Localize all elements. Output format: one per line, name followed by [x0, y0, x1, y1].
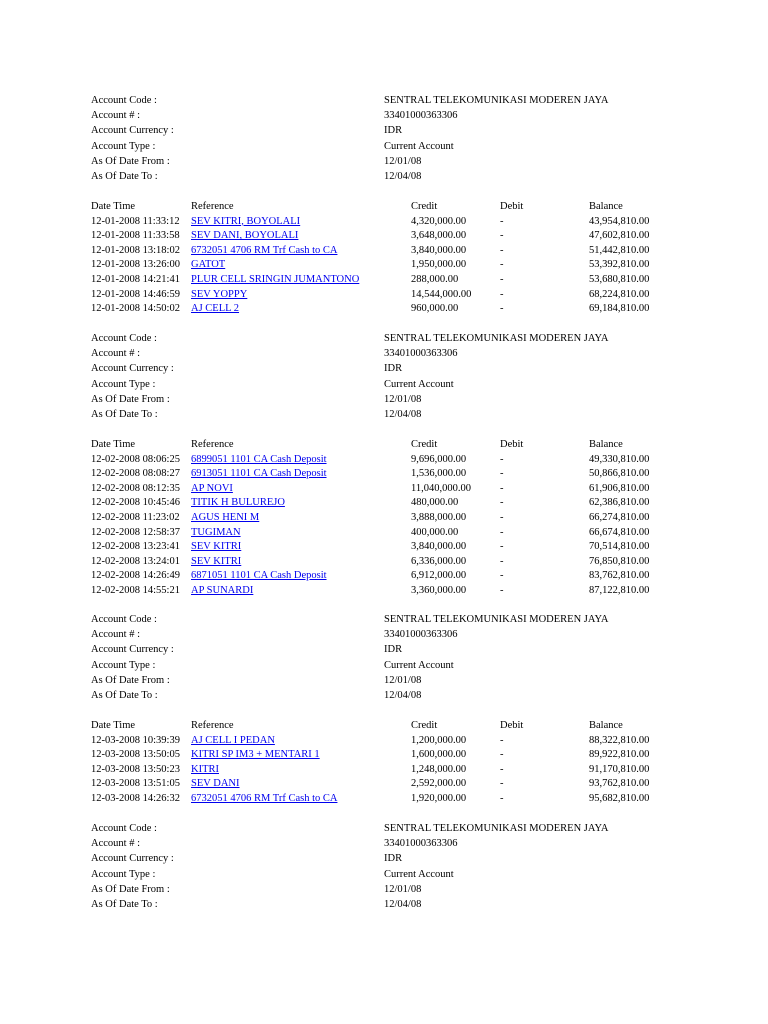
- transaction-balance: 83,762,810.00: [589, 570, 650, 582]
- transaction-reference-link[interactable]: KITRI: [191, 763, 219, 775]
- transaction-balance: 47,602,810.00: [589, 230, 650, 242]
- account-info-value: 33401000363306: [384, 348, 458, 360]
- account-info-row: [0, 851, 768, 866]
- account-info-value: Current Account: [384, 378, 454, 390]
- account-info-row: [0, 836, 768, 851]
- transaction-debit: -: [500, 482, 504, 494]
- transaction-reference-link[interactable]: 6732051 4706 RM Trf Cash to CA: [191, 793, 338, 804]
- transaction-credit: 400,000.00: [411, 526, 459, 538]
- transaction-balance: 50,866,810.00: [589, 468, 650, 480]
- transaction-debit: -: [500, 749, 504, 761]
- column-header-debit: Debit: [500, 439, 524, 450]
- column-header-balance: Balance: [589, 720, 623, 731]
- account-info-value: IDR: [384, 853, 403, 865]
- transaction-balance: 51,442,810.00: [589, 244, 650, 256]
- transaction-balance: 68,224,810.00: [589, 288, 650, 300]
- transaction-date: 12-03-2008 13:51:05: [91, 778, 180, 790]
- transaction-reference-link[interactable]: SEV YOPPY: [191, 288, 248, 300]
- transaction-balance: 76,850,810.00: [589, 555, 650, 567]
- transaction-credit: 960,000.00: [411, 303, 459, 315]
- transaction-date: 12-02-2008 10:45:46: [91, 497, 180, 509]
- account-info-row: [0, 331, 768, 346]
- transaction-debit: -: [500, 734, 504, 746]
- account-info-label: Account # :: [91, 838, 140, 850]
- transaction-balance: 66,674,810.00: [589, 526, 650, 538]
- account-info-row: [0, 897, 768, 912]
- transaction-row: [0, 466, 768, 481]
- transactions-header-row: [0, 718, 768, 733]
- column-header-credit: Credit: [411, 201, 438, 212]
- transaction-balance: 87,122,810.00: [589, 585, 650, 596]
- column-header-reference: Reference: [191, 439, 234, 450]
- account-info-label: As Of Date From :: [91, 155, 170, 167]
- transaction-credit: 3,840,000.00: [411, 244, 467, 256]
- account-info-row: [0, 612, 768, 627]
- account-info-value: SENTRAL TELEKOMUNIKASI MODEREN JAYA: [384, 95, 609, 106]
- transaction-reference-link[interactable]: SEV DANI, BOYOLALI: [191, 230, 299, 242]
- account-info-label: Account Code :: [91, 333, 157, 344]
- account-info-value: 33401000363306: [384, 838, 458, 850]
- transaction-date: 12-01-2008 14:46:59: [91, 288, 180, 300]
- transaction-debit: -: [500, 778, 504, 790]
- column-header-debit: Debit: [500, 201, 524, 212]
- transaction-row: [0, 287, 768, 302]
- account-info-label: Account Type :: [91, 868, 156, 880]
- transaction-credit: 1,950,000.00: [411, 259, 467, 271]
- column-header-reference: Reference: [191, 201, 234, 212]
- transaction-balance: 93,762,810.00: [589, 778, 650, 790]
- transaction-date: 12-01-2008 14:21:41: [91, 274, 180, 285]
- transaction-debit: -: [500, 303, 504, 315]
- account-info-label: Account Code :: [91, 823, 157, 834]
- account-info-label: As Of Date From :: [91, 674, 170, 686]
- transaction-row: [0, 568, 768, 583]
- account-info-value: 33401000363306: [384, 110, 458, 122]
- transaction-debit: -: [500, 555, 504, 567]
- transaction-debit: -: [500, 468, 504, 480]
- account-info-row: [0, 658, 768, 673]
- transaction-reference-link[interactable]: 6899051 1101 CA Cash Deposit: [191, 453, 327, 465]
- account-info-label: Account Currency :: [91, 363, 174, 375]
- transaction-row: [0, 495, 768, 510]
- transaction-credit: 288,000.00: [411, 274, 459, 285]
- transaction-debit: -: [500, 526, 504, 538]
- column-header-debit: Debit: [500, 720, 524, 731]
- column-header-credit: Credit: [411, 720, 438, 731]
- account-info-label: Account Type :: [91, 140, 156, 152]
- transaction-date: 12-01-2008 13:26:00: [91, 259, 180, 271]
- transaction-balance: 70,514,810.00: [589, 541, 650, 553]
- account-info-label: Account Currency :: [91, 125, 174, 137]
- transaction-balance: 66,274,810.00: [589, 512, 650, 523]
- transaction-credit: 9,696,000.00: [411, 453, 467, 465]
- transaction-balance: 49,330,810.00: [589, 453, 650, 465]
- account-info-row: [0, 867, 768, 882]
- account-info-value: 12/01/08: [384, 674, 422, 686]
- transaction-row: [0, 510, 768, 525]
- account-info-row: [0, 392, 768, 407]
- transaction-date: 12-02-2008 13:23:41: [91, 541, 180, 553]
- account-info-label: As Of Date To :: [91, 899, 158, 910]
- transaction-reference-link[interactable]: SEV KITRI, BOYOLALI: [191, 215, 301, 227]
- transaction-row: [0, 539, 768, 554]
- transaction-debit: -: [500, 512, 504, 523]
- account-info-label: As Of Date From :: [91, 393, 170, 405]
- transaction-credit: 4,320,000.00: [411, 215, 467, 227]
- account-info-row: [0, 882, 768, 897]
- transaction-date: 12-02-2008 12:58:37: [91, 526, 180, 538]
- account-info-value: 12/04/08: [384, 690, 422, 701]
- account-info-row: [0, 108, 768, 123]
- transaction-credit: 14,544,000.00: [411, 288, 472, 300]
- transaction-credit: 3,840,000.00: [411, 541, 467, 553]
- transaction-reference-link[interactable]: SEV KITRI: [191, 541, 242, 553]
- transaction-credit: 1,200,000.00: [411, 734, 467, 746]
- account-info-value: 12/04/08: [384, 409, 422, 420]
- account-info-label: Account # :: [91, 629, 140, 641]
- transaction-date: 12-01-2008 11:33:58: [91, 230, 180, 242]
- transaction-reference-link[interactable]: SEV KITRI: [191, 555, 242, 567]
- account-info-label: As Of Date From :: [91, 883, 170, 895]
- transaction-date: 12-02-2008 14:26:49: [91, 570, 180, 582]
- account-info-row: [0, 123, 768, 138]
- transaction-row: [0, 228, 768, 243]
- account-info-value: Current Account: [384, 868, 454, 880]
- account-info-label: Account Code :: [91, 614, 157, 625]
- transaction-balance: 43,954,810.00: [589, 215, 650, 227]
- transaction-balance: 88,322,810.00: [589, 734, 650, 746]
- transaction-debit: -: [500, 570, 504, 582]
- account-info-label: As Of Date To :: [91, 690, 158, 701]
- account-info-label: Account # :: [91, 110, 140, 122]
- account-info-label: Account Currency :: [91, 853, 174, 865]
- account-info-row: [0, 627, 768, 642]
- transaction-debit: -: [500, 453, 504, 465]
- transaction-balance: 91,170,810.00: [589, 763, 650, 775]
- account-info-label: As Of Date To :: [91, 171, 158, 182]
- transaction-date: 12-03-2008 10:39:39: [91, 734, 180, 746]
- transaction-row: [0, 583, 768, 598]
- transaction-row: [0, 791, 768, 806]
- transaction-row: [0, 257, 768, 272]
- transaction-credit: 11,040,000.00: [411, 482, 471, 494]
- transaction-date: 12-01-2008 11:33:12: [91, 215, 180, 227]
- account-info-value: Current Account: [384, 140, 454, 152]
- transactions-header-row: [0, 437, 768, 452]
- account-info-value: SENTRAL TELEKOMUNIKASI MODEREN JAYA: [384, 614, 609, 625]
- transaction-reference-link[interactable]: TITIK H BULUREJO: [191, 497, 285, 509]
- account-info-value: 12/01/08: [384, 393, 422, 405]
- transaction-credit: 480,000.00: [411, 497, 459, 509]
- transaction-debit: -: [500, 288, 504, 300]
- transaction-balance: 53,392,810.00: [589, 259, 650, 271]
- account-info-value: 12/01/08: [384, 155, 422, 167]
- transaction-row: [0, 776, 768, 791]
- account-info-row: [0, 407, 768, 422]
- transaction-debit: -: [500, 793, 504, 804]
- transaction-debit: -: [500, 274, 504, 285]
- column-header-date-time: Date Time: [91, 201, 136, 212]
- transaction-row: [0, 301, 768, 316]
- transaction-balance: 53,680,810.00: [589, 274, 650, 285]
- account-info-value: 12/01/08: [384, 883, 422, 895]
- transaction-reference-link[interactable]: TUGIMAN: [191, 526, 241, 538]
- transaction-balance: 69,184,810.00: [589, 303, 650, 315]
- account-info-value: 12/04/08: [384, 899, 422, 910]
- account-info-label: As Of Date To :: [91, 409, 158, 420]
- transaction-credit: 3,648,000.00: [411, 230, 467, 242]
- transaction-debit: -: [500, 215, 504, 227]
- transaction-date: 12-02-2008 14:55:21: [91, 585, 180, 596]
- transaction-date: 12-02-2008 08:08:27: [91, 468, 180, 480]
- transaction-credit: 1,536,000.00: [411, 468, 467, 480]
- column-header-reference: Reference: [191, 720, 234, 731]
- transaction-debit: -: [500, 763, 504, 775]
- account-info-row: [0, 688, 768, 703]
- transaction-balance: 62,386,810.00: [589, 497, 650, 509]
- account-info-label: Account Currency :: [91, 644, 174, 656]
- account-info-row: [0, 139, 768, 154]
- transaction-reference-link[interactable]: AGUS HENI M: [191, 512, 260, 523]
- transaction-reference-link[interactable]: KITRI SP IM3 + MENTARI 1: [191, 749, 320, 761]
- account-info-value: 33401000363306: [384, 629, 458, 641]
- account-info-row: [0, 673, 768, 688]
- transaction-date: 12-03-2008 13:50:23: [91, 763, 180, 775]
- account-info-row: [0, 821, 768, 836]
- column-header-credit: Credit: [411, 439, 438, 450]
- transaction-date: 12-02-2008 08:12:35: [91, 482, 180, 494]
- transaction-reference-link[interactable]: AP NOVI: [191, 482, 233, 494]
- column-header-balance: Balance: [589, 201, 623, 212]
- transaction-debit: -: [500, 541, 504, 553]
- account-info-value: IDR: [384, 125, 403, 137]
- transaction-row: [0, 554, 768, 569]
- transaction-date: 12-02-2008 13:24:01: [91, 555, 180, 567]
- account-info-row: [0, 361, 768, 376]
- account-info-value: SENTRAL TELEKOMUNIKASI MODEREN JAYA: [384, 823, 609, 834]
- account-info-row: [0, 154, 768, 169]
- transaction-credit: 2,592,000.00: [411, 778, 467, 790]
- transaction-balance: 61,906,810.00: [589, 482, 650, 494]
- transaction-row: [0, 481, 768, 496]
- transaction-date: 12-01-2008 14:50:02: [91, 303, 180, 315]
- transaction-row: [0, 452, 768, 467]
- transaction-row: [0, 272, 768, 287]
- account-info-row: [0, 346, 768, 361]
- account-info-row: [0, 642, 768, 657]
- account-info-value: IDR: [384, 644, 403, 656]
- transaction-debit: -: [500, 230, 504, 242]
- transaction-date: 12-02-2008 11:23:02: [91, 512, 180, 523]
- account-info-row: [0, 377, 768, 392]
- transaction-balance: 89,922,810.00: [589, 749, 650, 761]
- transaction-balance: 95,682,810.00: [589, 793, 650, 804]
- transaction-credit: 3,888,000.00: [411, 512, 467, 523]
- transaction-reference-link[interactable]: 6871051 1101 CA Cash Deposit: [191, 570, 327, 582]
- account-info-value: Current Account: [384, 659, 454, 671]
- transaction-credit: 3,360,000.00: [411, 585, 467, 596]
- column-header-balance: Balance: [589, 439, 623, 450]
- transaction-credit: 1,248,000.00: [411, 763, 467, 775]
- transaction-credit: 6,912,000.00: [411, 570, 467, 582]
- transaction-date: 12-01-2008 13:18:02: [91, 244, 180, 256]
- transaction-date: 12-02-2008 08:06:25: [91, 453, 180, 465]
- transaction-row: [0, 525, 768, 540]
- transaction-date: 12-03-2008 14:26:32: [91, 793, 180, 804]
- account-info-value: 12/04/08: [384, 171, 422, 182]
- transaction-debit: -: [500, 259, 504, 271]
- transaction-credit: 1,600,000.00: [411, 749, 467, 761]
- transaction-reference-link[interactable]: AP SUNARDI: [191, 585, 254, 596]
- transaction-debit: -: [500, 497, 504, 509]
- transaction-debit: -: [500, 244, 504, 256]
- transaction-debit: -: [500, 585, 504, 596]
- column-header-date-time: Date Time: [91, 439, 136, 450]
- transaction-row: [0, 733, 768, 748]
- transaction-reference-link[interactable]: GATOT: [191, 259, 226, 271]
- account-info-row: [0, 93, 768, 108]
- transaction-reference-link[interactable]: AJ CELL 2: [191, 303, 240, 315]
- transaction-reference-link[interactable]: 6732051 4706 RM Trf Cash to CA: [191, 244, 338, 256]
- account-info-row: [0, 169, 768, 184]
- account-info-value: SENTRAL TELEKOMUNIKASI MODEREN JAYA: [384, 333, 609, 344]
- transaction-date: 12-03-2008 13:50:05: [91, 749, 180, 761]
- transaction-credit: 6,336,000.00: [411, 555, 467, 567]
- column-header-date-time: Date Time: [91, 720, 136, 731]
- transaction-reference-link[interactable]: PLUR CELL SRINGIN JUMANTONO: [191, 274, 360, 285]
- transaction-row: [0, 243, 768, 258]
- account-info-label: Account Type :: [91, 378, 156, 390]
- account-info-label: Account # :: [91, 348, 140, 360]
- transaction-reference-link[interactable]: 6913051 1101 CA Cash Deposit: [191, 468, 327, 480]
- transactions-header-row: [0, 199, 768, 214]
- transaction-row: [0, 747, 768, 762]
- transaction-credit: 1,920,000.00: [411, 793, 467, 804]
- transaction-reference-link[interactable]: AJ CELL I PEDAN: [191, 734, 275, 746]
- account-info-label: Account Type :: [91, 659, 156, 671]
- transaction-row: [0, 214, 768, 229]
- account-info-value: IDR: [384, 363, 403, 375]
- transaction-row: [0, 762, 768, 777]
- transaction-reference-link[interactable]: SEV DANI: [191, 778, 240, 790]
- account-info-label: Account Code :: [91, 95, 157, 106]
